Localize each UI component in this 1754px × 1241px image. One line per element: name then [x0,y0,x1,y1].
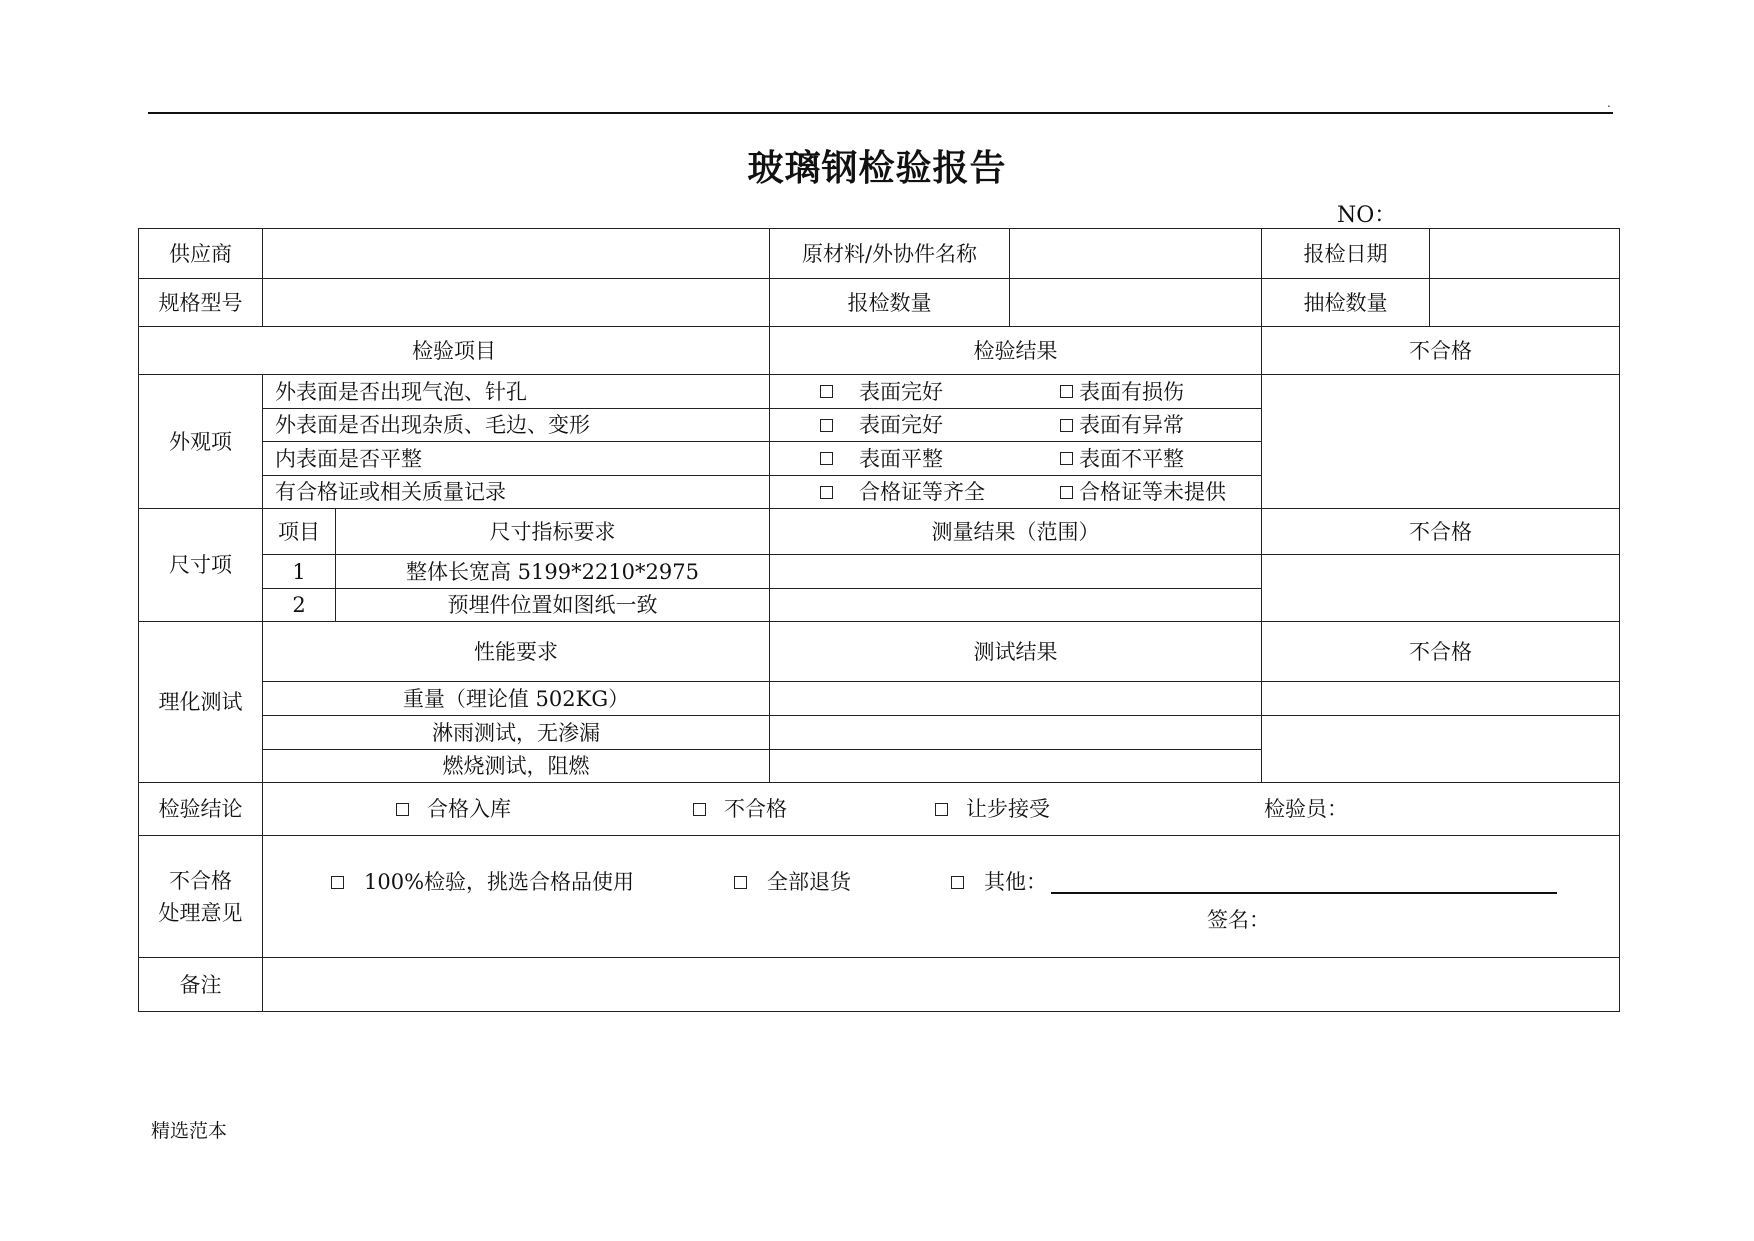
appearance-result [770,375,1262,409]
test-result-field[interactable] [770,750,1262,783]
inspection-result-header: 检验结果 [770,327,1262,375]
checkbox[interactable] [693,803,706,816]
option-label: 表面有异常 [1079,413,1184,437]
appearance-item: 有合格证或相关质量记录 [263,476,770,509]
spec-model-label: 规格型号 [139,279,263,327]
footer-text: 精选范本 [151,1120,228,1142]
checkbox[interactable] [734,876,747,889]
option-label: 表面有损伤 [1079,379,1184,404]
nonconforming-header: 不合格 [1262,327,1620,375]
report-number-label: NO： [1337,203,1397,228]
label-line: 处理意见 [158,900,243,925]
page-title: 玻璃钢检验报告 [747,147,1007,189]
test-result-field[interactable] [770,682,1262,716]
material-name-field[interactable] [1010,229,1262,279]
checkbox[interactable] [820,385,833,398]
appearance-result [770,442,1262,476]
dimension-result-field[interactable] [770,589,1262,622]
appearance-item: 外表面是否出现杂质、毛边、变形 [263,409,770,442]
other-input-line[interactable] [1051,870,1557,894]
option-label: 全部退货 [767,870,852,894]
physical-nonconforming-field[interactable] [1262,682,1620,716]
checkbox[interactable] [820,486,833,499]
remarks-label: 备注 [139,958,263,1012]
appearance-nonconforming-field[interactable] [1262,375,1620,509]
dimension-row-no: 2 [263,589,336,622]
sample-qty-field[interactable] [1430,279,1620,327]
option-label: 不合格 [724,797,787,821]
option-label: 表面平整 [859,446,943,471]
inspection-qty-label: 报检数量 [770,279,1010,327]
supplier-label: 供应商 [139,229,263,279]
option-label: 100%检验，挑选合格品使用 [364,870,635,894]
checkbox[interactable] [396,803,409,816]
spec-model-field[interactable] [263,279,770,327]
dimension-requirement: 预埋件位置如图纸一致 [336,589,770,622]
physical-test-label: 理化测试 [139,622,263,783]
checkbox[interactable] [820,419,833,432]
inspection-date-field[interactable] [1430,229,1620,279]
dimension-no-header: 项目 [263,509,336,555]
dimension-nonconforming-field[interactable] [1262,555,1620,622]
dimension-row-no: 1 [263,555,336,589]
option-label: 表面不平整 [1079,446,1184,471]
checkbox[interactable] [951,876,964,889]
inspector-label: 检验员： [1264,797,1348,821]
inspection-form [138,228,1620,1012]
test-result-header: 测试结果 [770,622,1262,682]
physical-nonconforming-header: 不合格 [1262,622,1620,682]
checkbox[interactable] [1060,385,1073,398]
handling-options [263,836,1620,958]
checkbox[interactable] [935,803,948,816]
checkbox[interactable] [1060,419,1073,432]
checkbox[interactable] [1060,486,1073,499]
option-label: 合格证等未提供 [1079,480,1226,504]
dimension-requirement-header: 尺寸指标要求 [336,509,770,555]
option-label: 表面完好 [859,413,943,437]
material-name-label: 原材料/外协件名称 [770,229,1010,279]
performance-requirement: 燃烧测试，阻燃 [263,750,770,783]
dimension-nonconforming-header: 不合格 [1262,509,1620,555]
dimension-label: 尺寸项 [139,509,263,622]
sample-qty-label: 抽检数量 [1262,279,1430,327]
checkbox[interactable] [820,452,833,465]
performance-requirement: 重量（理论值 502KG） [263,682,770,716]
option-label: 合格证等齐全 [859,480,985,504]
appearance-result [770,409,1262,442]
performance-requirement-header: 性能要求 [263,622,770,682]
performance-requirement: 淋雨测试，无渗漏 [263,716,770,750]
conclusion-label: 检验结论 [139,783,263,836]
appearance-item: 内表面是否平整 [263,442,770,476]
header-rule [148,112,1613,114]
remarks-field[interactable] [263,958,1620,1012]
option-label: 合格入库 [427,797,511,821]
appearance-item: 外表面是否出现气泡、针孔 [263,375,770,409]
appearance-label: 外观项 [139,375,263,509]
dimension-requirement: 整体长宽高 5199*2210*2975 [336,555,770,589]
nonconforming-handling-label [139,836,263,958]
test-result-field[interactable] [770,716,1262,750]
checkbox[interactable] [1060,452,1073,465]
inspection-item-header: 检验项目 [139,327,770,375]
option-label: 让步接受 [966,797,1050,821]
label-line: 不合格 [169,868,232,893]
header-dot: . [1607,96,1611,110]
option-label: 其他： [984,870,1048,894]
inspection-qty-field[interactable] [1010,279,1262,327]
checkbox[interactable] [331,876,344,889]
inspection-date-label: 报检日期 [1262,229,1430,279]
supplier-field[interactable] [263,229,770,279]
option-label: 表面完好 [859,379,943,404]
physical-nonconforming-field[interactable] [1262,716,1620,783]
signature-label: 签名： [1207,908,1270,932]
dimension-result-header: 测量结果（范围） [770,509,1262,555]
conclusion-options [263,783,1620,836]
appearance-result [770,476,1262,509]
dimension-result-field[interactable] [770,555,1262,589]
